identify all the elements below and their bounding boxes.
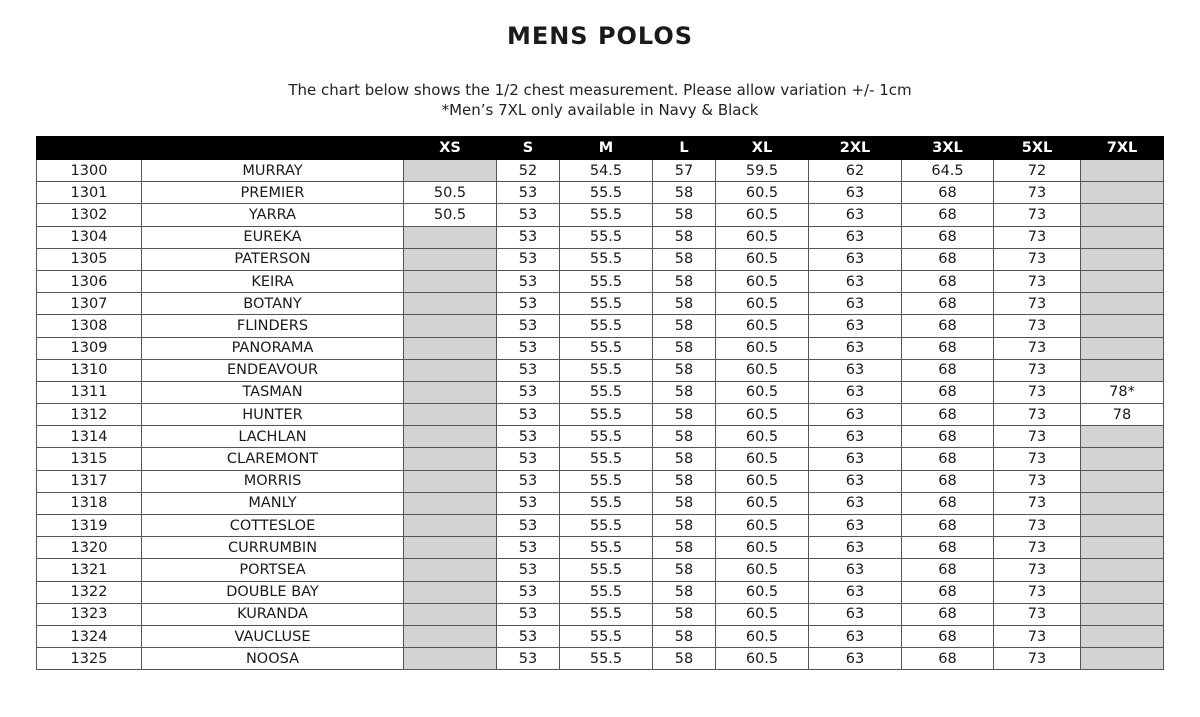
measurement-cell: 50.5	[404, 204, 497, 226]
measurement-cell: 63	[809, 204, 902, 226]
style-code-cell: 1315	[37, 448, 142, 470]
measurement-cell: 55.5	[560, 337, 653, 359]
page-title: MENS POLOS	[506, 22, 694, 50]
measurement-cell: 78*	[1081, 381, 1164, 403]
unavailable-size-cell	[1081, 270, 1164, 292]
style-name-cell: PATERSON	[142, 248, 404, 270]
unavailable-size-cell	[404, 625, 497, 647]
style-name-cell: YARRA	[142, 204, 404, 226]
column-header-xs: XS	[404, 137, 497, 160]
style-name-cell: KURANDA	[142, 603, 404, 625]
measurement-cell: 73	[994, 470, 1081, 492]
style-code-cell: 1309	[37, 337, 142, 359]
measurement-cell: 73	[994, 581, 1081, 603]
measurement-cell: 68	[902, 559, 994, 581]
measurement-cell: 63	[809, 270, 902, 292]
measurement-cell: 73	[994, 226, 1081, 248]
measurement-cell: 58	[653, 226, 716, 248]
measurement-cell: 68	[902, 315, 994, 337]
measurement-cell: 58	[653, 603, 716, 625]
measurement-cell: 60.5	[716, 648, 809, 670]
unavailable-size-cell	[1081, 160, 1164, 182]
measurement-cell: 73	[994, 248, 1081, 270]
measurement-cell: 55.5	[560, 515, 653, 537]
unavailable-size-cell	[1081, 182, 1164, 204]
table-row	[37, 182, 1164, 204]
measurement-cell: 60.5	[716, 537, 809, 559]
style-code-cell: 1304	[37, 226, 142, 248]
measurement-cell: 63	[809, 226, 902, 248]
unavailable-size-cell	[1081, 426, 1164, 448]
measurement-cell: 73	[994, 404, 1081, 426]
measurement-cell: 63	[809, 581, 902, 603]
style-code-cell: 1312	[37, 404, 142, 426]
measurement-cell: 55.5	[560, 204, 653, 226]
unavailable-size-cell	[404, 293, 497, 315]
measurement-cell: 58	[653, 404, 716, 426]
measurement-cell: 58	[653, 381, 716, 403]
table-header	[37, 137, 1164, 160]
measurement-cell: 63	[809, 448, 902, 470]
unavailable-size-cell	[404, 248, 497, 270]
measurement-cell: 55.5	[560, 381, 653, 403]
measurement-cell: 55.5	[560, 448, 653, 470]
measurement-cell: 58	[653, 359, 716, 381]
style-code-cell: 1322	[37, 581, 142, 603]
measurement-cell: 63	[809, 315, 902, 337]
measurement-cell: 58	[653, 470, 716, 492]
measurement-cell: 68	[902, 426, 994, 448]
style-name-cell: BOTANY	[142, 293, 404, 315]
measurement-cell: 58	[653, 204, 716, 226]
measurement-cell: 60.5	[716, 492, 809, 514]
measurement-cell: 73	[994, 270, 1081, 292]
style-name-cell: PREMIER	[142, 182, 404, 204]
table-row	[37, 515, 1164, 537]
measurement-cell: 53	[497, 648, 560, 670]
unavailable-size-cell	[1081, 337, 1164, 359]
style-name-cell: KEIRA	[142, 270, 404, 292]
measurement-cell: 58	[653, 625, 716, 647]
table-row	[37, 426, 1164, 448]
measurement-cell: 58	[653, 537, 716, 559]
table-row	[37, 448, 1164, 470]
measurement-cell: 52	[497, 160, 560, 182]
unavailable-size-cell	[1081, 448, 1164, 470]
table-row	[37, 404, 1164, 426]
measurement-cell: 53	[497, 448, 560, 470]
measurement-cell: 53	[497, 337, 560, 359]
measurement-cell: 55.5	[560, 581, 653, 603]
measurement-cell: 58	[653, 293, 716, 315]
style-name-cell: DOUBLE BAY	[142, 581, 404, 603]
measurement-cell: 73	[994, 603, 1081, 625]
unavailable-size-cell	[1081, 248, 1164, 270]
table-row	[37, 248, 1164, 270]
measurement-cell: 55.5	[560, 315, 653, 337]
style-name-cell: MANLY	[142, 492, 404, 514]
unavailable-size-cell	[1081, 515, 1164, 537]
measurement-cell: 73	[994, 537, 1081, 559]
measurement-cell: 68	[902, 492, 994, 514]
table-row	[37, 559, 1164, 581]
style-name-cell: LACHLAN	[142, 426, 404, 448]
table-row	[37, 492, 1164, 514]
column-header-3xl: 3XL	[902, 137, 994, 160]
measurement-cell: 73	[994, 448, 1081, 470]
measurement-cell: 53	[497, 559, 560, 581]
measurement-cell: 63	[809, 603, 902, 625]
measurement-cell: 68	[902, 537, 994, 559]
style-name-cell: NOOSA	[142, 648, 404, 670]
column-header-7xl: 7XL	[1081, 137, 1164, 160]
unavailable-size-cell	[1081, 625, 1164, 647]
table-row	[37, 315, 1164, 337]
measurement-cell: 60.5	[716, 515, 809, 537]
measurement-cell: 55.5	[560, 182, 653, 204]
measurement-cell: 63	[809, 537, 902, 559]
measurement-cell: 73	[994, 515, 1081, 537]
measurement-cell: 68	[902, 603, 994, 625]
measurement-cell: 68	[902, 581, 994, 603]
style-name-cell: CURRUMBIN	[142, 537, 404, 559]
unavailable-size-cell	[404, 470, 497, 492]
table-row	[37, 581, 1164, 603]
measurement-cell: 55.5	[560, 404, 653, 426]
measurement-cell: 53	[497, 625, 560, 647]
measurement-cell: 60.5	[716, 337, 809, 359]
measurement-cell: 60.5	[716, 359, 809, 381]
style-code-cell: 1311	[37, 381, 142, 403]
unavailable-size-cell	[404, 648, 497, 670]
style-name-cell: TASMAN	[142, 381, 404, 403]
style-name-cell: MURRAY	[142, 160, 404, 182]
unavailable-size-cell	[1081, 603, 1164, 625]
measurement-cell: 53	[497, 581, 560, 603]
unavailable-size-cell	[1081, 470, 1164, 492]
column-header-xl: XL	[716, 137, 809, 160]
availability-note: *Men’s 7XL only available in Navy & Black	[441, 101, 759, 119]
measurement-cell: 55.5	[560, 537, 653, 559]
measurement-cell: 60.5	[716, 404, 809, 426]
measurement-cell: 73	[994, 315, 1081, 337]
table-row	[37, 625, 1164, 647]
table-row	[37, 381, 1164, 403]
measurement-cell: 63	[809, 337, 902, 359]
column-header-l: L	[653, 137, 716, 160]
measurement-cell: 55.5	[560, 226, 653, 248]
column-header-style-code	[37, 137, 142, 160]
measurement-cell: 60.5	[716, 204, 809, 226]
header-row	[37, 137, 1164, 160]
measurement-cell: 55.5	[560, 603, 653, 625]
column-header-m: M	[560, 137, 653, 160]
measurement-cell: 68	[902, 293, 994, 315]
unavailable-size-cell	[1081, 226, 1164, 248]
unavailable-size-cell	[1081, 315, 1164, 337]
measurement-cell: 53	[497, 381, 560, 403]
style-name-cell: ENDEAVOUR	[142, 359, 404, 381]
unavailable-size-cell	[1081, 359, 1164, 381]
style-code-cell: 1323	[37, 603, 142, 625]
measurement-cell: 68	[902, 515, 994, 537]
measurement-cell: 53	[497, 404, 560, 426]
unavailable-size-cell	[404, 404, 497, 426]
measurement-cell: 58	[653, 492, 716, 514]
measurement-cell: 73	[994, 381, 1081, 403]
style-name-cell: FLINDERS	[142, 315, 404, 337]
chart-description	[0, 80, 1200, 120]
measurement-cell: 63	[809, 559, 902, 581]
column-header-2xl: 2XL	[809, 137, 902, 160]
table-row	[37, 648, 1164, 670]
table-row	[37, 603, 1164, 625]
measurement-cell: 60.5	[716, 270, 809, 292]
style-code-cell: 1301	[37, 182, 142, 204]
measurement-cell: 53	[497, 426, 560, 448]
unavailable-size-cell	[1081, 581, 1164, 603]
measurement-cell: 63	[809, 648, 902, 670]
measurement-cell: 73	[994, 648, 1081, 670]
measurement-cell: 55.5	[560, 270, 653, 292]
measurement-cell: 73	[994, 337, 1081, 359]
measurement-cell: 60.5	[716, 581, 809, 603]
table-row	[37, 359, 1164, 381]
measurement-cell: 55.5	[560, 470, 653, 492]
style-name-cell: CLAREMONT	[142, 448, 404, 470]
measurement-cell: 60.5	[716, 381, 809, 403]
table-row	[37, 537, 1164, 559]
measurement-cell: 63	[809, 515, 902, 537]
measurement-cell: 53	[497, 537, 560, 559]
unavailable-size-cell	[1081, 204, 1164, 226]
unavailable-size-cell	[1081, 648, 1164, 670]
measurement-cell: 53	[497, 470, 560, 492]
measurement-cell: 63	[809, 426, 902, 448]
style-name-cell: PORTSEA	[142, 559, 404, 581]
measurement-cell: 63	[809, 470, 902, 492]
measurement-cell: 53	[497, 293, 560, 315]
unavailable-size-cell	[1081, 537, 1164, 559]
measurement-cell: 58	[653, 581, 716, 603]
style-code-cell: 1302	[37, 204, 142, 226]
style-name-cell: HUNTER	[142, 404, 404, 426]
measurement-cell: 54.5	[560, 160, 653, 182]
measurement-cell: 73	[994, 559, 1081, 581]
measurement-cell: 55.5	[560, 248, 653, 270]
table-row	[37, 204, 1164, 226]
measurement-cell: 60.5	[716, 315, 809, 337]
style-name-cell: EUREKA	[142, 226, 404, 248]
measurement-cell: 58	[653, 248, 716, 270]
measurement-cell: 68	[902, 204, 994, 226]
measurement-cell: 58	[653, 270, 716, 292]
unavailable-size-cell	[404, 492, 497, 514]
measurement-cell: 63	[809, 381, 902, 403]
style-name-cell: COTTESLOE	[142, 515, 404, 537]
measurement-cell: 64.5	[902, 160, 994, 182]
measurement-cell: 73	[994, 204, 1081, 226]
measurement-cell: 60.5	[716, 226, 809, 248]
table-body	[37, 160, 1164, 670]
unavailable-size-cell	[1081, 559, 1164, 581]
measurement-cell: 68	[902, 337, 994, 359]
style-name-cell: VAUCLUSE	[142, 625, 404, 647]
measurement-cell: 60.5	[716, 603, 809, 625]
measurement-cell: 53	[497, 182, 560, 204]
unavailable-size-cell	[404, 381, 497, 403]
unavailable-size-cell	[404, 559, 497, 581]
style-code-cell: 1300	[37, 160, 142, 182]
unavailable-size-cell	[404, 270, 497, 292]
measurement-cell: 72	[994, 160, 1081, 182]
style-name-cell: MORRIS	[142, 470, 404, 492]
style-code-cell: 1307	[37, 293, 142, 315]
unavailable-size-cell	[404, 603, 497, 625]
measurement-cell: 60.5	[716, 625, 809, 647]
unavailable-size-cell	[404, 359, 497, 381]
measurement-cell: 53	[497, 603, 560, 625]
measurement-cell: 60.5	[716, 448, 809, 470]
measurement-cell: 55.5	[560, 625, 653, 647]
measurement-cell: 68	[902, 404, 994, 426]
measurement-cell: 78	[1081, 404, 1164, 426]
unavailable-size-cell	[404, 581, 497, 603]
measurement-cell: 73	[994, 492, 1081, 514]
measurement-cell: 58	[653, 559, 716, 581]
table-row	[37, 270, 1164, 292]
measurement-cell: 58	[653, 337, 716, 359]
measurement-cell: 73	[994, 426, 1081, 448]
measurement-cell: 60.5	[716, 182, 809, 204]
measurement-cell: 63	[809, 404, 902, 426]
measurement-cell: 73	[994, 182, 1081, 204]
style-code-cell: 1321	[37, 559, 142, 581]
measurement-cell: 63	[809, 359, 902, 381]
measurement-cell: 55.5	[560, 293, 653, 315]
measurement-cell: 68	[902, 359, 994, 381]
measurement-cell: 63	[809, 293, 902, 315]
measurement-note: The chart below shows the 1/2 chest measurement. Please allow variation +/- 1cm	[288, 81, 912, 99]
style-code-cell: 1320	[37, 537, 142, 559]
unavailable-size-cell	[404, 315, 497, 337]
measurement-cell: 63	[809, 625, 902, 647]
style-code-cell: 1324	[37, 625, 142, 647]
unavailable-size-cell	[404, 426, 497, 448]
measurement-cell: 63	[809, 248, 902, 270]
table-row	[37, 337, 1164, 359]
measurement-cell: 60.5	[716, 293, 809, 315]
measurement-cell: 58	[653, 315, 716, 337]
measurement-cell: 60.5	[716, 559, 809, 581]
unavailable-size-cell	[404, 515, 497, 537]
table-row	[37, 226, 1164, 248]
unavailable-size-cell	[404, 160, 497, 182]
measurement-cell: 68	[902, 270, 994, 292]
column-header-s: S	[497, 137, 560, 160]
measurement-cell: 68	[902, 248, 994, 270]
style-code-cell: 1305	[37, 248, 142, 270]
measurement-cell: 68	[902, 381, 994, 403]
unavailable-size-cell	[1081, 492, 1164, 514]
measurement-cell: 55.5	[560, 559, 653, 581]
table-row	[37, 470, 1164, 492]
measurement-cell: 73	[994, 293, 1081, 315]
measurement-cell: 68	[902, 625, 994, 647]
style-code-cell: 1310	[37, 359, 142, 381]
style-code-cell: 1306	[37, 270, 142, 292]
size-chart-table	[36, 136, 1164, 670]
measurement-cell: 68	[902, 648, 994, 670]
measurement-cell: 73	[994, 359, 1081, 381]
table-row	[37, 160, 1164, 182]
measurement-cell: 55.5	[560, 492, 653, 514]
measurement-cell: 60.5	[716, 426, 809, 448]
unavailable-size-cell	[404, 448, 497, 470]
measurement-cell: 60.5	[716, 470, 809, 492]
style-name-cell: PANORAMA	[142, 337, 404, 359]
measurement-cell: 57	[653, 160, 716, 182]
measurement-cell: 59.5	[716, 160, 809, 182]
style-code-cell: 1317	[37, 470, 142, 492]
measurement-cell: 58	[653, 426, 716, 448]
column-header-style-name	[142, 137, 404, 160]
measurement-cell: 53	[497, 515, 560, 537]
measurement-cell: 68	[902, 470, 994, 492]
measurement-cell: 73	[994, 625, 1081, 647]
measurement-cell: 53	[497, 226, 560, 248]
style-code-cell: 1318	[37, 492, 142, 514]
measurement-cell: 62	[809, 160, 902, 182]
unavailable-size-cell	[404, 537, 497, 559]
measurement-cell: 58	[653, 448, 716, 470]
measurement-cell: 58	[653, 182, 716, 204]
measurement-cell: 60.5	[716, 248, 809, 270]
unavailable-size-cell	[404, 226, 497, 248]
table-row	[37, 293, 1164, 315]
measurement-cell: 58	[653, 515, 716, 537]
measurement-cell: 55.5	[560, 426, 653, 448]
measurement-cell: 53	[497, 315, 560, 337]
style-code-cell: 1314	[37, 426, 142, 448]
measurement-cell: 68	[902, 448, 994, 470]
measurement-cell: 53	[497, 204, 560, 226]
measurement-cell: 50.5	[404, 182, 497, 204]
measurement-cell: 55.5	[560, 648, 653, 670]
measurement-cell: 68	[902, 182, 994, 204]
measurement-cell: 63	[809, 492, 902, 514]
style-code-cell: 1308	[37, 315, 142, 337]
measurement-cell: 53	[497, 492, 560, 514]
style-code-cell: 1325	[37, 648, 142, 670]
measurement-cell: 53	[497, 359, 560, 381]
column-header-5xl: 5XL	[994, 137, 1081, 160]
measurement-cell: 55.5	[560, 359, 653, 381]
unavailable-size-cell	[404, 337, 497, 359]
measurement-cell: 68	[902, 226, 994, 248]
measurement-cell: 53	[497, 248, 560, 270]
measurement-cell: 53	[497, 270, 560, 292]
measurement-cell: 63	[809, 182, 902, 204]
measurement-cell: 58	[653, 648, 716, 670]
style-code-cell: 1319	[37, 515, 142, 537]
unavailable-size-cell	[1081, 293, 1164, 315]
